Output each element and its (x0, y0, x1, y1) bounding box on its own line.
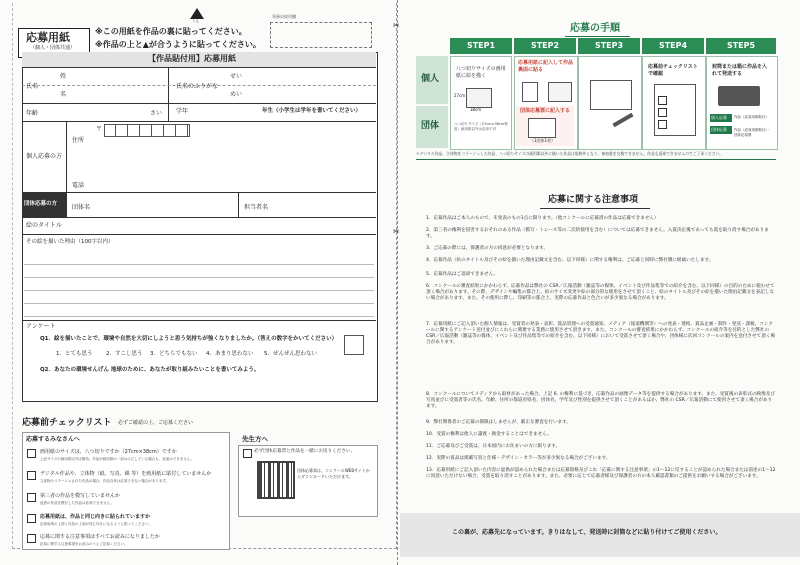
name-label: 氏名 (26, 83, 39, 90)
grade-label: 学年 (176, 108, 189, 115)
note-6: 6．コンクールの審査結果にかかわらず、応募作品は弊社の CSR／広報活動（雑誌等の媒体、イベント及び作品集等での紹介を含む、以下同様）の目的のために使わせて頂く場合があります。その際、デザインや編集の都合上、絵のサイズ変更や絵の部分的な使用をさせて頂くこと、絵のタイトル及びその絵を描いた理由記載文を表記しない場合があります。また、その使用に際し、印刷等の都合上、実際の応募作品と色合いが多少異なる場合があります。 (426, 284, 775, 301)
q1-option-2: 2．すこし思う (106, 351, 143, 357)
zip-mark: 〒 (96, 126, 103, 133)
step5-badge1: 個人応募 (711, 115, 727, 120)
phone-label: 電話 (72, 182, 85, 189)
check-note-2: 立体物やコラージュされた作品の場合、作品自体は応募できない場合があります。 (40, 479, 170, 483)
q1-option-4: 4．あまり思わない (206, 351, 254, 357)
doc-check-2-icon (658, 108, 667, 117)
group-form-icon (528, 118, 556, 138)
note-12: 12．実際の賞品は掲載写真と仕様・デザイン・カラー等が多少異なる場合がございます。 (426, 456, 611, 461)
checklist-subtitle: 必ずご確認の上、ご応募ください (118, 420, 194, 426)
check-box-5[interactable] (27, 534, 36, 543)
check-text-1: 画用紙のサイズは、八つ切りですか（27cm×38cm）ですか (40, 449, 177, 455)
work-title-field[interactable] (70, 219, 370, 233)
step4-header: STEP4 (642, 38, 704, 54)
step2-header: STEP2 (514, 38, 576, 54)
note-13: 13．応募用紙にご記入頂いた内容に虚偽が認められた場合または応募資格及びこれ「応募に関する注意事項」の1～12に反することが認められた場合または前述の1～12に同意いただけない場合、受賞を取り消すことがあります。また、必要に応じて応募者様及び保護者の方の本人確認書類のご提供をお願いする場合がございます。 (426, 468, 776, 479)
envelope-icon (590, 80, 632, 110)
step1-size-w: 38cm (470, 107, 482, 112)
description-field[interactable] (24, 252, 374, 318)
bottom-note: この裏が、応募先になっています。きりはなして、発送時に封筒などに貼り付けてご使用ください。 (452, 529, 722, 536)
form-title: 応募用紙 (26, 31, 70, 44)
age-label: 年齢 (26, 110, 39, 117)
teacher-name-label: 担当者名 (244, 204, 269, 211)
teacher-name-field[interactable] (275, 195, 373, 215)
note-2: 2．第三者の権利を侵害するおそれのある作品（模写・トレース等の二次的使用を含む）については応募できません。入賞決定後であっても賞を取り消す場合があります。 (426, 228, 769, 239)
teacher-title: 先生方へ (242, 435, 268, 443)
form-icon (522, 82, 538, 102)
age-unit: さい (150, 110, 163, 117)
cut-mark-icon: ✂ (393, 21, 400, 30)
kana-label: 氏名のふりがな (176, 83, 219, 90)
step5-text: 封筒または箱に作品を入れて発送する (712, 64, 768, 77)
group-label: 団体応募の方 (24, 201, 58, 207)
check-box-3[interactable] (27, 493, 36, 502)
note-7: 7．応募用紙にご記入頂いた個人情報は、受賞者の発表・表彰、賞品管理への受賞通知、メディア（報道機関等）への発表・連絡、賞品企画・制作・発送・課税、コンクールに関するアンケート送付並びにこれらに関連する業務に使用させて頂きます。また、コンクールの審査結果にかかわらず、コンクールの紹介等を目的とした弊社の CSR／広報活動（雑誌等の媒体、イベント及び作品集等での紹介を含む、以下同様）において受賞させて頂く場合や、団体様に次回コンクールの案内を送付させて頂く場合があります。 (426, 322, 775, 345)
grade-note: 年生（小学生は学年を書いてください） (262, 108, 362, 114)
step1-header: STEP1 (450, 38, 512, 54)
form-subtitle: （個人・団体共通） (30, 45, 76, 51)
doc-check-3-icon (658, 120, 667, 129)
age-field[interactable] (50, 104, 145, 120)
group-name-field[interactable] (95, 195, 235, 215)
qr-caption: 団体応募票は、コンクールWEBサイトからダウンロードいただけます。 (297, 468, 370, 479)
check-text-4: 応募用紙は、作品と同じ向きに貼られていますか (40, 514, 151, 520)
instruction-1: ※この用紙を作品の裏に貼ってください。 (95, 27, 247, 36)
note-10: 10．受賞の権利は他人に譲渡・換金することはできません。 (426, 432, 552, 437)
check-text-3: 第三者の作品を模写していませんか (40, 493, 121, 499)
check-note-1: 上記サイズの画用紙以外は無効。作品が画用紙の一部はみだしている場合も、参加はできません。 (40, 457, 194, 461)
step5-badge2: 団体応募 (711, 127, 727, 132)
individual-label: 個人応募の方 (26, 153, 63, 160)
description-label: その絵を描いた理由（100字以内） (26, 239, 114, 245)
step2-text: 応募用紙に記入して作品裏面に貼る (518, 60, 574, 73)
fold-line (397, 0, 398, 565)
grade-field[interactable] (200, 104, 258, 120)
q2-text: Q2．あなたの環境せんげん 地球のために、あなたが取り組みたいことを書いてみよう。 (40, 367, 260, 373)
name-mei: 名 (60, 91, 67, 98)
instruction-2: ※作品の上と▲が合うように貼ってください。 (95, 40, 261, 49)
q1-option-5: 5．ぜんぜん思わない (264, 351, 317, 357)
step5-note1: 作品（応募用紙貼付） (734, 115, 769, 119)
check-text-5: 応募に関する注意事項はすべてお読みになりましたか (40, 534, 160, 540)
paper-icon (466, 88, 492, 108)
left-page (0, 0, 397, 565)
office-use-label: 事務局使用欄 (272, 14, 296, 19)
procedure-title-underline (565, 36, 630, 37)
teacher-check-text: 必ず団体応募票と作品を一緒にお送りください。 (254, 449, 356, 454)
name-sei: 姓 (60, 73, 67, 80)
check-note-4: 応募用紙の上部と作品の上部が同じ向きになるように貼ってください。 (40, 522, 152, 526)
truck-icon (718, 86, 760, 106)
note-5: 5．応募作品はご返却できません。 (426, 272, 499, 277)
procedure-bottom-rule (416, 159, 776, 160)
step1-note: 八つ切りサイズ（27cm×38cm程度）画用紙以外は応募不可 (454, 122, 508, 131)
row-individual: 個人 (421, 74, 440, 84)
doc-check-1-icon (658, 96, 667, 105)
checklist-all-label: 応募するみなさんへ (26, 436, 80, 443)
arrow-label: うえ (192, 19, 199, 23)
check-text-2: デジタル作品や、立体物（紙、写真、綿 等）を画用紙に貼付していませんか (40, 471, 212, 477)
step1-size-h: 27cm (454, 93, 466, 98)
note-4: 4．応募作品（絵のタイトル及びその絵を描いた理由記載文を含む、以下同様）に関する権利は、ご応募と同時に弊社側に帰属いたします。 (426, 258, 714, 263)
q1-option-3: 3．どちらでもない (150, 351, 198, 357)
note-9: 9．弊社関係者のご応募の制限はしませんが、厳正な審査を行います。 (426, 420, 571, 425)
artwork-back-icon (548, 82, 572, 102)
work-title-label: 絵のタイトル (26, 222, 62, 229)
note-11: 11．ご応募及びご受賞は、日本国内にお住まいの方に限ります。 (426, 444, 561, 449)
check-note-5: 応募に関する注意事項をお読みのうえご応募ください。 (40, 542, 128, 546)
q2-answer-field[interactable] (40, 378, 370, 398)
step2-group-sub: （1団体1枚） (530, 138, 556, 143)
step5-note2: 作品（応募用紙貼付）・団体応募票 (734, 128, 771, 137)
teacher-check-box[interactable] (243, 449, 252, 458)
row-group: 団体 (421, 121, 440, 131)
q1-text: Q1．絵を描いたことで、環境や自然を大切にしようと思う気持ちが強くなりましたか。（答えの数字をかいてください） (40, 336, 338, 342)
phone-field[interactable] (92, 178, 242, 190)
checklist-title: 応募前チェックリスト (22, 418, 112, 428)
q1-answer-box[interactable] (344, 335, 364, 355)
cut-mark-icon-2: ✂ (393, 227, 400, 236)
paste-title: 【作品貼付用】応募用紙 (148, 54, 236, 63)
kana-mei: めい (230, 91, 243, 98)
address-label: 住所 (72, 137, 85, 144)
step4-text: 応募前チェックリストで確認 (648, 64, 698, 77)
check-box-2[interactable] (27, 471, 36, 480)
note-3: 3．ご応募の際には、保護者の方の同意が必要となります。 (426, 246, 548, 251)
note-1: 1．応募作品はご本人のもので、未発表のもの1点に限ります。（他コンクールに応募済の作品は応募できません） (426, 216, 659, 221)
notes-title-underline (540, 208, 650, 209)
check-box-1[interactable] (27, 449, 36, 458)
q1-option-1: 1．とても思う (56, 351, 93, 357)
note-8: 8．コンクールについてメディアから取材があった場合、上記 6. の権利に基づき、応募作品の画像データ等を提供する場合があります。また、受賞後の表彰式の映像及び写真並びに受賞者等の氏名、年齢、住所の都道府県名、団体名、学年及び性別を提供させて頂くことがあるほか、弊社の CSR／広報活動にて使用させて頂く場合があります。 (426, 392, 775, 409)
step1-text: 八つ切りサイズの画用紙に絵を描く (456, 66, 506, 79)
check-box-4[interactable] (27, 514, 36, 523)
step5-header: STEP5 (706, 38, 776, 54)
notes-title: 応募に関する注意事項 (548, 195, 639, 205)
procedure-footnote: ＊デジタル作品、立体物をコラージュした作品、八つ切りサイズの画用紙以外に描いた作品は規格外となり、参加賞を交換できません。作品も返却できませんのでご了承ください。 (416, 151, 724, 156)
kana-sei: せい (230, 73, 243, 80)
kana-field[interactable] (242, 68, 372, 102)
procedure-title: 応募の手順 (570, 23, 620, 34)
check-note-3: 他者の作品を模写した作品は応募できません。 (40, 501, 114, 505)
name-field[interactable] (70, 68, 166, 102)
address-field[interactable] (72, 146, 372, 176)
right-page (400, 0, 800, 565)
zip-boxes[interactable] (104, 124, 190, 137)
step3-header: STEP3 (578, 38, 640, 54)
step2-group-text: 団体応募票に記入する (520, 108, 571, 114)
group-name-label: 団体名 (72, 204, 91, 211)
qr-code-icon[interactable] (257, 461, 295, 499)
survey-label: アンケート (26, 323, 56, 330)
